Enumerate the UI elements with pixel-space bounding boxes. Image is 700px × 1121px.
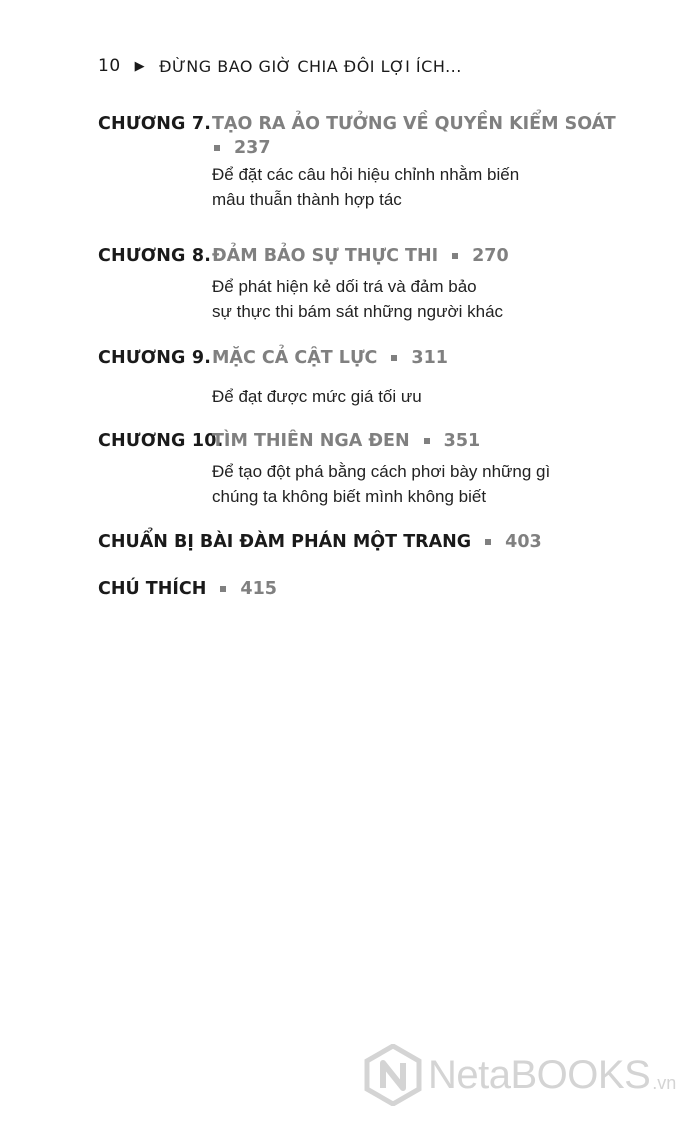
chapter-title: MẶC CẢ CẬT LỰC	[212, 348, 378, 368]
chapter-page: 270	[472, 246, 509, 266]
chapter-title: ĐẢM BẢO SỰ THỰC THI	[212, 246, 439, 266]
entry-title: CHÚ THÍCH	[98, 579, 207, 599]
description-line: sự thực thi bám sát những người khác	[212, 302, 504, 321]
toc-entry-chapter-9[interactable]	[98, 340, 678, 409]
chapter-description	[212, 384, 678, 409]
chapter-page: 237	[234, 138, 271, 158]
entry-page: 403	[505, 532, 542, 552]
book-title: ĐỪNG BAO GIỜ CHIA ĐÔI LỢI ÍCH...	[159, 56, 462, 76]
chapter-label: CHƯƠNG 7.	[98, 114, 212, 134]
chapter-title: TÌM THIÊN NGA ĐEN	[212, 431, 410, 451]
bullet-icon	[214, 145, 220, 151]
description-line: mâu thuẫn thành hợp tác	[212, 190, 402, 209]
description-line: chúng ta không biết mình không biết	[212, 487, 487, 506]
toc-entry-one-page-prep[interactable]	[98, 532, 542, 552]
toc-entry-chapter-10[interactable]	[98, 423, 678, 509]
bullet-icon	[424, 438, 430, 444]
chapter-description	[212, 459, 678, 509]
chapter-description	[212, 274, 678, 324]
bullet-icon	[485, 539, 491, 545]
chapter-description	[212, 162, 678, 212]
description-line: Để phát hiện kẻ dối trá và đảm bảo	[212, 277, 477, 296]
chapter-label: CHƯƠNG 10.	[98, 431, 224, 451]
toc-entry-notes[interactable]	[98, 579, 277, 599]
page-number: 10	[98, 56, 121, 76]
watermark-suffix: .vn	[652, 1072, 677, 1093]
description-line: Để đặt các câu hỏi hiệu chỉnh nhằm biến	[212, 165, 520, 184]
watermark-brand: NetaBOOKS	[428, 1052, 651, 1097]
toc-entry-chapter-7[interactable]	[98, 106, 678, 212]
toc-entry-chapter-8[interactable]	[98, 238, 678, 324]
entry-page: 415	[240, 579, 277, 599]
watermark	[364, 1044, 676, 1106]
chapter-title: TẠO RA ẢO TƯỞNG VỀ QUYỀN KIỂM SOÁT	[212, 114, 616, 134]
bullet-icon	[220, 586, 226, 592]
netabooks-logo-icon	[364, 1044, 422, 1106]
description-line: Để đạt được mức giá tối ưu	[212, 387, 422, 406]
description-line: Để tạo đột phá bằng cách phơi bày những gì	[212, 462, 551, 481]
chapter-page: 311	[411, 348, 448, 368]
bullet-icon	[391, 355, 397, 361]
running-head	[98, 56, 462, 76]
entry-title: CHUẨN BỊ BÀI ĐÀM PHÁN MỘT TRANG	[98, 532, 472, 552]
chapter-label: CHƯƠNG 9.	[98, 348, 212, 368]
chapter-page: 351	[443, 431, 481, 451]
play-arrow-icon: ▶	[134, 58, 146, 74]
chapter-label: CHƯƠNG 8.	[98, 246, 212, 266]
bullet-icon	[452, 253, 458, 259]
